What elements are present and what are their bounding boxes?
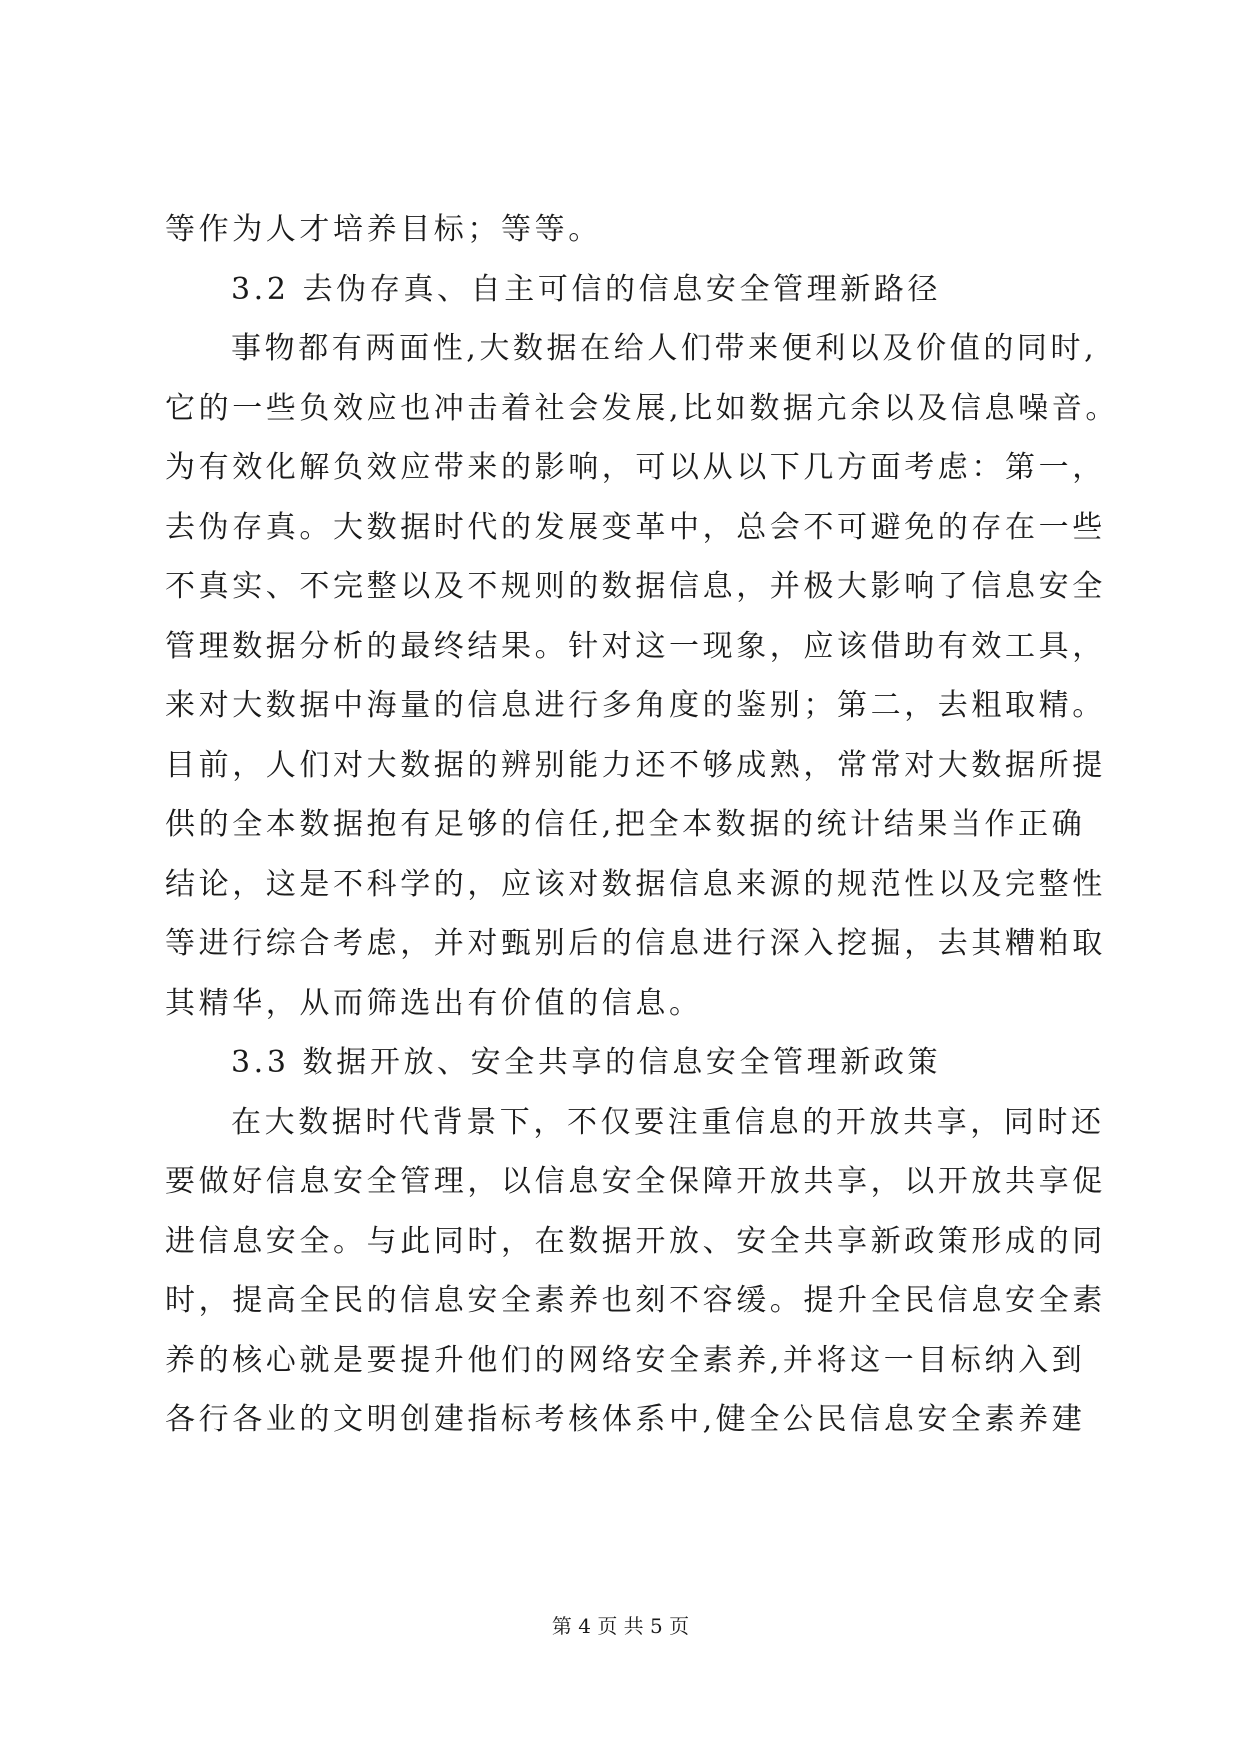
- document-body: [165, 200, 1125, 1450]
- paragraph-start: 在大数据时代背景下，不仅要注重信息的开放共享，同时还: [231, 1104, 1105, 1140]
- section-heading-3-3: 3.3 数据开放、安全共享的信息安全管理新政策: [231, 1045, 942, 1080]
- text-line: 它的一些负效应也冲击着社会发展,比如数据亢余以及信息噪音。: [165, 390, 1119, 426]
- paragraph-start: 事物都有两面性,大数据在给人们带来便利以及价值的同时,: [231, 331, 1098, 366]
- text-line: 去伪存真。大数据时代的发展变革中，总会不可避免的存在一些: [165, 509, 1106, 545]
- section-heading-3-2: 3.2 去伪存真、自主可信的信息安全管理新路径: [231, 271, 942, 307]
- text-line: 为有效化解负效应带来的影响，可以从以下几方面考虑：第一，: [165, 450, 1106, 485]
- text-line: 其精华，从而筛选出有价值的信息。: [165, 985, 703, 1021]
- text-line: 进信息安全。与此同时，在数据开放、安全共享新政策形成的同: [165, 1223, 1106, 1259]
- text-line: 来对大数据中海量的信息进行多角度的鉴别；第二，去粗取精。: [165, 688, 1106, 723]
- text-line: 等进行综合考虑，并对甄别后的信息进行深入挖掘，去其糟粕取: [165, 926, 1106, 961]
- text-line: 各行各业的文明创建指标考核体系中,健全公民信息安全素养建: [165, 1402, 1086, 1437]
- page-number-footer: 第 4 页 共 5 页: [551, 1614, 690, 1638]
- text-line: 养的核心就是要提升他们的网络安全素养,并将这一目标纳入到: [165, 1342, 1086, 1378]
- text-line: 等作为人才培养目标；等等。: [165, 212, 602, 247]
- text-line: 目前，人们对大数据的辨别能力还不够成熟，常常对大数据所提: [165, 747, 1106, 783]
- text-line: 时，提高全民的信息安全素养也刻不容缓。提升全民信息安全素: [165, 1283, 1106, 1318]
- text-line: 不真实、不完整以及不规则的数据信息，并极大影响了信息安全: [165, 569, 1106, 604]
- text-line: 供的全本数据抱有足够的信任,把全本数据的统计结果当作正确: [165, 807, 1086, 842]
- text-line: 结论，这是不科学的，应该对数据信息来源的规范性以及完整性: [165, 866, 1106, 902]
- text-line: 要做好信息安全管理，以信息安全保障开放共享，以开放共享促: [165, 1164, 1106, 1199]
- text-line: 管理数据分析的最终结果。针对这一现象，应该借助有效工具，: [165, 628, 1106, 664]
